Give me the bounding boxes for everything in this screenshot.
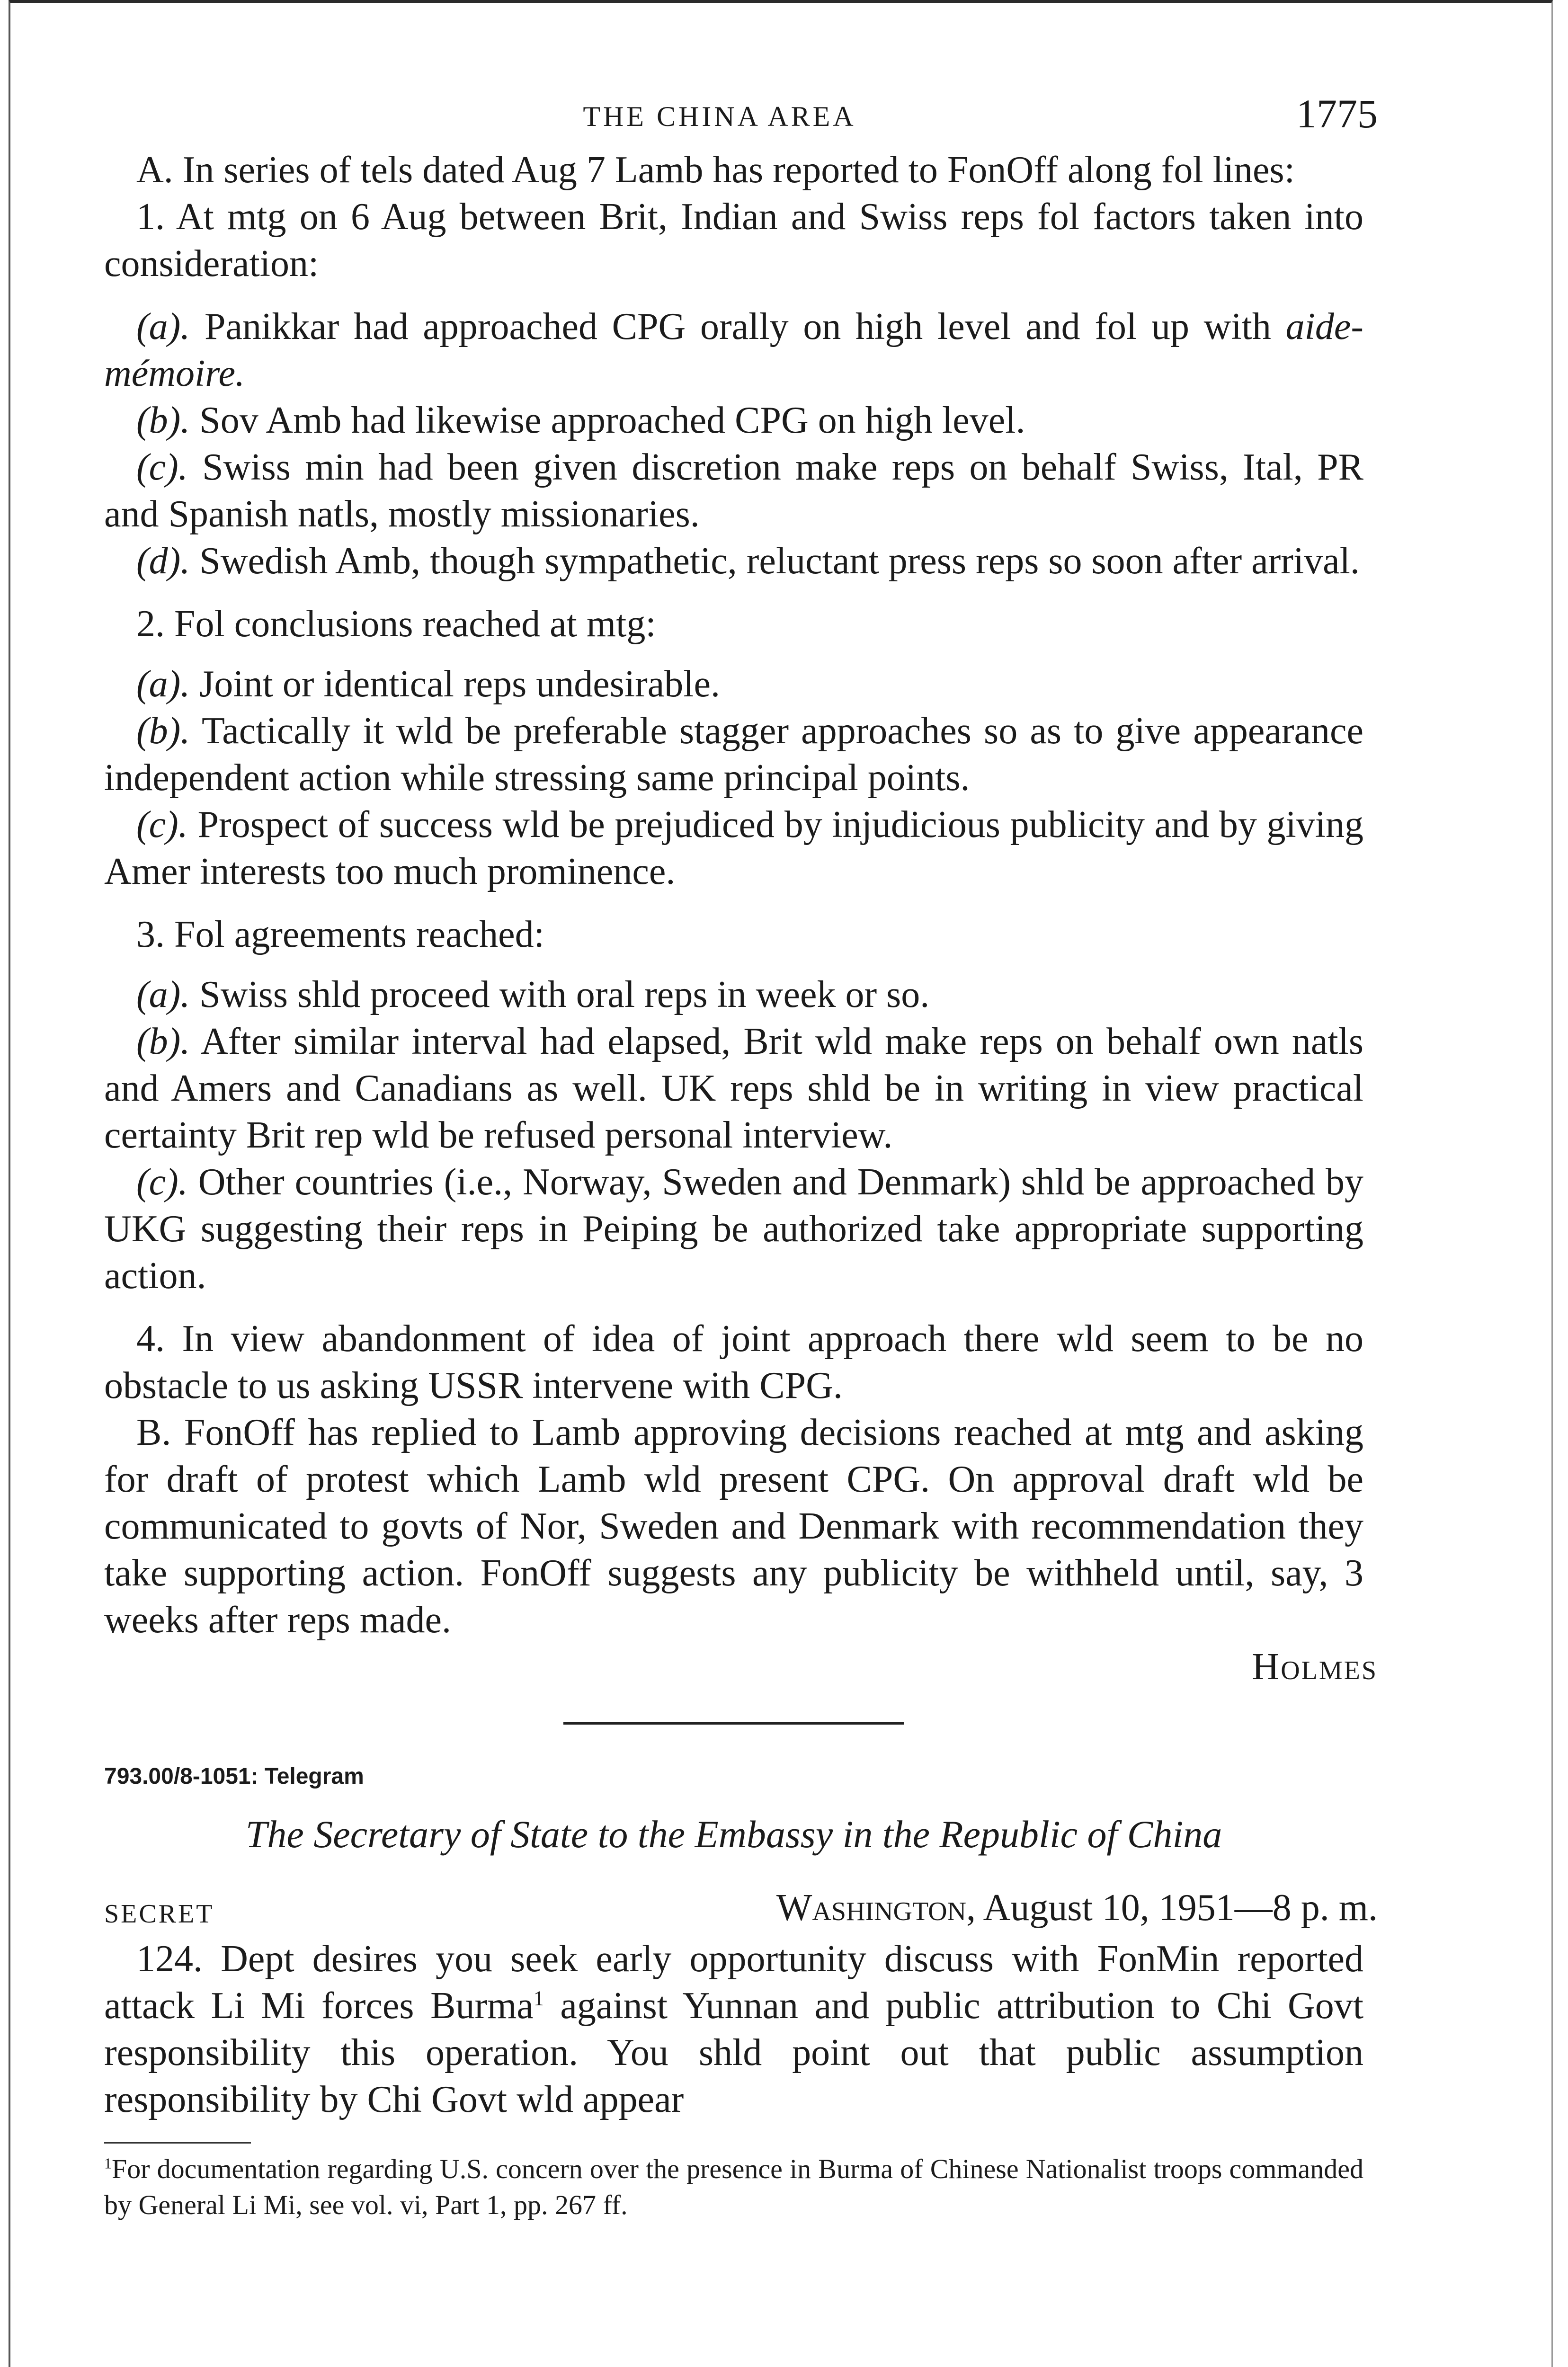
item-label: (d). bbox=[136, 540, 190, 582]
dateline bbox=[104, 1886, 1378, 1936]
footnote-text: For documentation regarding U.S. concern over the presence in Burma of Chinese Nationalist troops commanded by General Li Mi, see vol. vi, Part 1, pp. 267 ff. bbox=[104, 2153, 1363, 2220]
point-2: 2. Fol conclusions reached at mtg: bbox=[136, 603, 656, 645]
running-head bbox=[104, 90, 1378, 147]
item-text: Swiss min had been given discretion make reps on behalf Swiss, Ital, PR and Spanish natls, mostly missionaries. bbox=[104, 446, 1363, 535]
body-text bbox=[104, 147, 1363, 1644]
running-title: THE CHINA AREA bbox=[583, 101, 856, 132]
point-2b bbox=[104, 708, 1363, 801]
point-3: 3. Fol agreements reached: bbox=[136, 914, 544, 955]
footnote-marker: 1 bbox=[104, 2155, 112, 2172]
item-text: Prospect of success wld be prejudiced by injudicious publicity and by giving Amer interests too much prominence. bbox=[104, 804, 1363, 892]
item-label: (b). bbox=[136, 710, 190, 752]
dateline-date: , August 10, 1951—8 p. m. bbox=[966, 1887, 1378, 1929]
dateline-place: Washington bbox=[776, 1887, 967, 1929]
item-text: Joint or identical reps undesirable. bbox=[190, 663, 720, 705]
point-4: 4. In view abandonment of idea of joint approach there wld seem to be no obstacle to us asking USSR intervene with CPG. bbox=[104, 1318, 1363, 1406]
signature: Holmes bbox=[1252, 1646, 1378, 1688]
document-heading: The Secretary of State to the Embassy in the Republic of China bbox=[245, 1813, 1222, 1856]
page-number: 1775 bbox=[1296, 91, 1378, 136]
footnote bbox=[104, 2151, 1363, 2223]
point-1a bbox=[104, 303, 1363, 397]
item-label: (c). bbox=[136, 446, 188, 488]
section-b: B. FonOff has replied to Lamb approving decisions reached at mtg and asking for draft of protest which Lamb wld present CPG. On approval draft wld be communicated to govts of Nor, Sweden and Denmark with recommendation they take supporting action. FonOff suggests any publicity be withheld until, say, 3 weeks after reps made. bbox=[104, 1412, 1363, 1641]
item-text: After similar interval had elapsed, Brit wld make reps on behalf own natls and Amers and Canadians as well. UK reps shld be in writing in view practical certainty Brit rep wld be refused personal interview. bbox=[104, 1021, 1363, 1156]
item-text: Panikkar had approached CPG orally on high level and fol up with bbox=[190, 306, 1286, 347]
page-content bbox=[104, 90, 1378, 2223]
item-label: (c). bbox=[136, 804, 188, 845]
telegram-paragraph bbox=[104, 1936, 1363, 2123]
footnote-reference: 1 bbox=[533, 1986, 544, 2010]
item-text: Swedish Amb, though sympathetic, reluctant press reps so soon after arrival. bbox=[190, 540, 1360, 582]
classification-marking: SECRET bbox=[104, 1899, 214, 1929]
point-3b bbox=[104, 1018, 1363, 1159]
telegram-body bbox=[104, 1936, 1363, 2123]
item-text: Sov Amb had likewise approached CPG on high level. bbox=[190, 400, 1025, 441]
point-2c bbox=[104, 801, 1363, 895]
item-label: (b). bbox=[136, 1021, 190, 1062]
point-3c bbox=[104, 1159, 1363, 1299]
item-label: (c). bbox=[136, 1161, 188, 1203]
telegram-text-end: against Yunnan and public attribution to Chi Govt responsibility this operation. You shld point out that public assumption responsibility by Chi Govt wld appear bbox=[104, 1985, 1363, 2120]
point-3a bbox=[104, 971, 1363, 1018]
section-a-intro: A. In series of tels dated Aug 7 Lamb has reported to FonOff along fol lines: bbox=[136, 149, 1295, 191]
point-2a bbox=[104, 661, 1363, 708]
dateline-text bbox=[776, 1886, 1378, 1930]
item-text: Tactically it wld be preferable stagger approaches so as to give appearance independent action while stressing same principal points. bbox=[104, 710, 1363, 799]
point-1d bbox=[104, 538, 1363, 585]
item-text: Other countries (i.e., Norway, Sweden and Denmark) shld be approached by UKG suggesting their reps in Peiping be authorized take appropriate supporting action. bbox=[104, 1161, 1363, 1297]
item-label: (b). bbox=[136, 400, 190, 441]
document-file-reference: 793.00/8-1051: Telegram bbox=[104, 1764, 364, 1789]
point-1c bbox=[104, 444, 1363, 538]
point-1: 1. At mtg on 6 Aug between Brit, Indian and Swiss reps fol factors taken into consideration: bbox=[104, 196, 1363, 285]
telegram-text-start: 124. Dept desires you seek early opportunity discuss with FonMin reported attack Li Mi forces Burma bbox=[104, 1938, 1363, 2027]
item-text: Swiss shld proceed with oral reps in week or so. bbox=[190, 974, 930, 1015]
item-italic-text: aide-mémoire. bbox=[104, 306, 1363, 394]
point-1b bbox=[104, 397, 1363, 444]
item-label: (a). bbox=[136, 306, 190, 347]
item-label: (a). bbox=[136, 663, 190, 705]
footnote-rule bbox=[104, 2142, 251, 2144]
section-divider bbox=[563, 1722, 904, 1725]
item-label: (a). bbox=[136, 974, 190, 1015]
